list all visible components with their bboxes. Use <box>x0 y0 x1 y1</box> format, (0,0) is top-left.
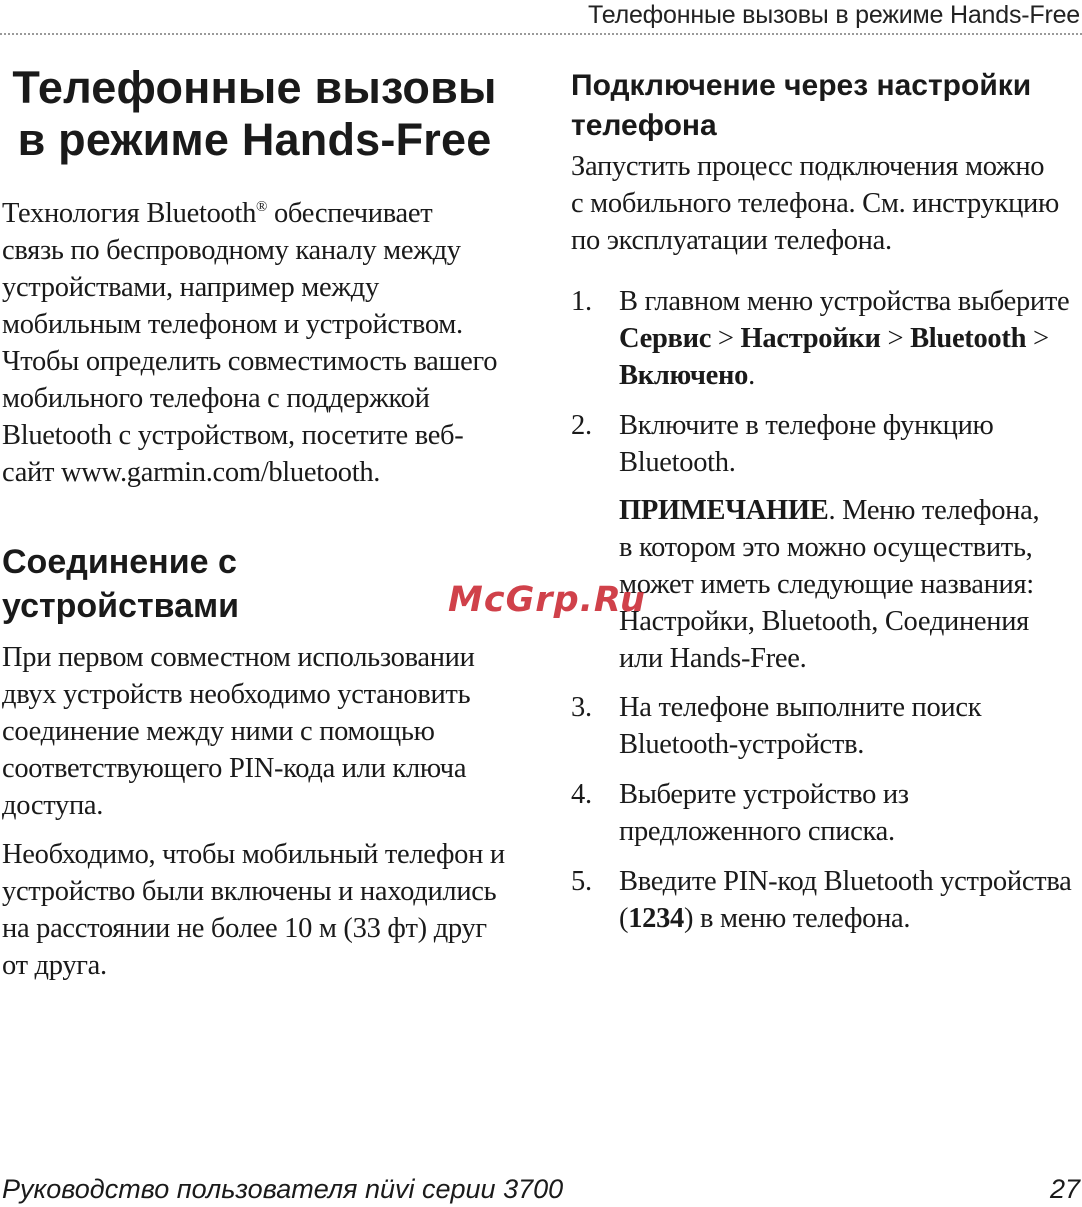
page-title-line-2: в режиме Hands-Free <box>17 114 492 165</box>
pairing-line: двух устройств необходимо установить <box>2 679 471 710</box>
intro-line: устройствами, например между <box>2 272 379 303</box>
pairing-paragraph <box>2 639 517 824</box>
menu-path-enabled: Включено <box>619 360 749 391</box>
range-line: от друга. <box>2 950 107 981</box>
phone-intro-line: с мобильного телефона. См. инструкцию <box>571 188 1059 219</box>
list-item <box>571 689 1082 763</box>
range-paragraph <box>2 836 517 984</box>
intro-line: Технология Bluetooth <box>2 198 257 229</box>
step-number: 5. <box>571 866 592 897</box>
pin-code: 1234 <box>628 903 685 934</box>
right-column <box>571 66 1082 937</box>
section-title-pairing <box>2 540 517 628</box>
intro-line: мобильным телефоном и устройством. <box>2 309 463 340</box>
pairing-line: доступа. <box>2 790 104 821</box>
step-number: 2. <box>571 410 592 441</box>
path-separator: > <box>1026 323 1049 354</box>
step-text: Bluetooth. <box>619 447 736 478</box>
note-label: ПРИМЕЧАНИЕ <box>619 495 829 526</box>
list-item <box>571 283 1082 394</box>
note-text: может иметь следующие названия: <box>619 569 1034 600</box>
header-divider <box>0 33 1082 35</box>
note-text: . Меню телефона, <box>828 495 1040 526</box>
intro-line: мобильного телефона с поддержкой <box>2 383 430 414</box>
menu-path-service: Сервис <box>619 323 712 354</box>
phone-intro-line: по эксплуатации телефона. <box>571 225 892 256</box>
running-header: Телефонные вызовы в режиме Hands-Free <box>588 1 1080 29</box>
step-text: На телефоне выполните поиск <box>619 692 982 723</box>
section-title-line: Подключение через настройки <box>571 69 1032 102</box>
note-text: в котором это можно осуществить, <box>619 532 1033 563</box>
intro-line: Чтобы определить совместимость вашего <box>2 346 498 377</box>
pairing-line: соответствующего PIN-кода или ключа <box>2 753 467 784</box>
footer-title: Руководство пользователя nüvi серии 3700 <box>2 1174 564 1204</box>
registered-mark: ® <box>256 199 268 215</box>
section-title-line: устройствами <box>2 587 240 625</box>
list-item <box>571 863 1082 937</box>
path-separator: > <box>711 323 741 354</box>
intro-line: Bluetooth с устройством, посетите веб- <box>2 420 464 451</box>
intro-line: связь по беспроводному каналу между <box>2 235 461 266</box>
step-text: ) в меню телефона. <box>684 903 911 934</box>
page-title-line-1: Телефонные вызовы <box>12 62 497 113</box>
pairing-line: При первом совместном использовании <box>2 642 475 673</box>
phone-intro-line: Запустить процесс подключения можно <box>571 151 1045 182</box>
step-number: 3. <box>571 692 592 723</box>
step-number: 1. <box>571 286 592 317</box>
page-number: 27 <box>1049 1174 1080 1204</box>
step-text: ( <box>619 903 629 934</box>
list-item <box>571 776 1082 850</box>
step-number: 4. <box>571 779 592 810</box>
section-title-phone-settings <box>571 66 1082 146</box>
step-text: . <box>748 360 755 391</box>
note <box>571 492 1082 677</box>
menu-path-settings: Настройки <box>740 323 881 354</box>
pairing-line: соединение между ними с помощью <box>2 716 435 747</box>
section-title-line: телефона <box>571 109 717 142</box>
range-line: устройство были включены и находились <box>2 876 497 907</box>
intro-line: обеспечивает <box>267 198 433 229</box>
watermark: McGrp.Ru <box>448 580 646 620</box>
list-item <box>571 407 1082 481</box>
range-line: Необходимо, чтобы мобильный телефон и <box>2 839 505 870</box>
page-title <box>2 62 507 166</box>
range-line: на расстоянии не более 10 м (33 фт) друг <box>2 913 487 944</box>
section-title-line: Соединение с <box>2 543 237 581</box>
steps-list <box>571 283 1082 937</box>
phone-intro-paragraph <box>571 148 1082 259</box>
step-text: Введите PIN-код Bluetooth устройства <box>619 866 1072 897</box>
step-text: предложенного списка. <box>619 816 895 847</box>
intro-line: сайт www.garmin.com/bluetooth. <box>2 457 381 488</box>
note-text: Настройки, Bluetooth, Соединения <box>619 606 1029 637</box>
left-column <box>2 62 517 984</box>
step-text: В главном меню устройства выберите <box>619 286 1070 317</box>
menu-path-bluetooth: Bluetooth <box>910 323 1027 354</box>
step-text: Bluetooth-устройств. <box>619 729 865 760</box>
intro-paragraph <box>2 195 517 491</box>
step-text: Выберите устройство из <box>619 779 909 810</box>
step-text: Включите в телефоне функцию <box>619 410 994 441</box>
note-text: или Hands-Free. <box>619 643 807 674</box>
path-separator: > <box>880 323 911 354</box>
